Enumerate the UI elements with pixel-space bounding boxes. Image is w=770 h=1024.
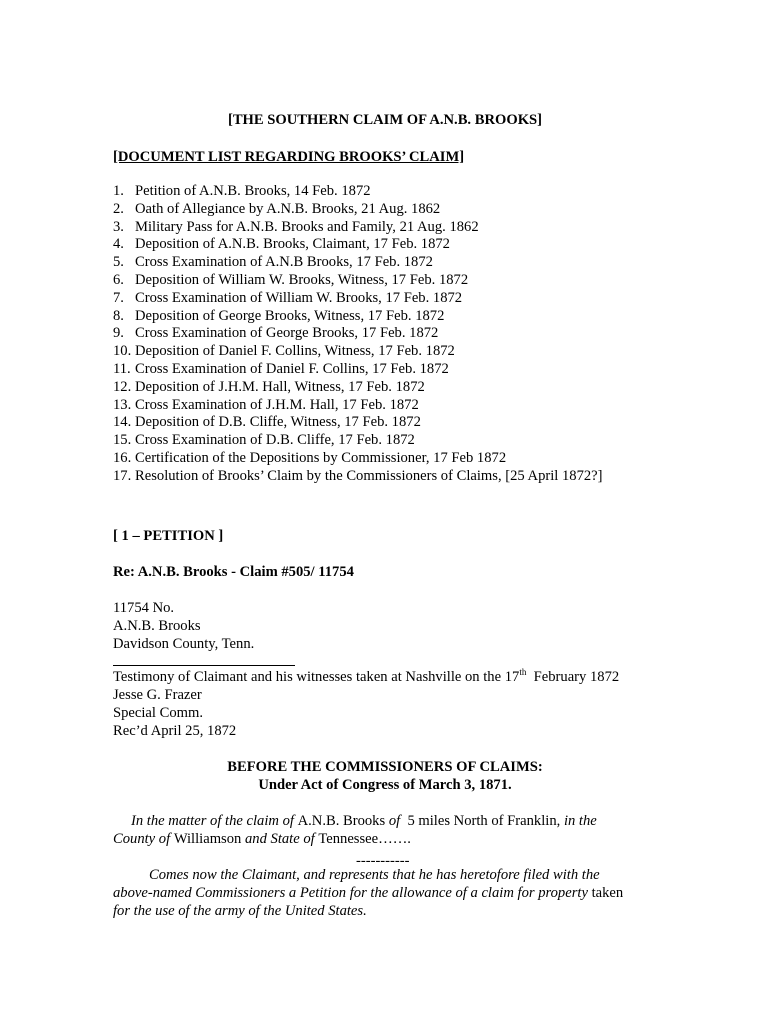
document-list-item: [113, 308, 603, 326]
document-list-text: Certification of the Depositions by Commissioner, 17 Feb 1872: [135, 449, 507, 466]
document-list-item: [113, 450, 603, 468]
document-list-number: 5.: [113, 254, 124, 271]
document-list-item: [113, 414, 603, 432]
document-list-item: [113, 219, 603, 237]
comes-now-petition: above-named Commissioners a Petition for the allowance of a claim for property: [113, 885, 592, 901]
testimony-line: [113, 668, 619, 686]
document-list-text: Cross Examination of Daniel F. Collins, 17 Feb. 1872: [135, 360, 449, 377]
document-list-number: 17.: [113, 467, 132, 484]
comes-now-taken: taken: [591, 885, 624, 901]
document-list-text: Cross Examination of A.N.B Brooks, 17 Feb. 1872: [135, 254, 433, 271]
document-list-number: 12.: [113, 378, 132, 395]
commissioner-title: Special Comm.: [113, 705, 203, 721]
document-list-number: 4.: [113, 236, 124, 253]
document-list: [113, 183, 603, 486]
document-title: [THE SOUTHERN CLAIM OF A.N.B. BROOKS]: [227, 112, 543, 128]
document-list-text: Military Pass for A.N.B. Brooks and Family, 21 Aug. 1862: [135, 218, 479, 235]
document-list-item: [113, 236, 603, 254]
document-list-number: 1.: [113, 183, 124, 199]
document-list-number: 7.: [113, 289, 124, 306]
document-list-text: Deposition of George Brooks, Witness, 17 Feb. 1872: [135, 307, 445, 324]
document-list-text: Cross Examination of J.H.M. Hall, 17 Feb. 1872: [135, 396, 419, 413]
matter-line-1: [131, 812, 597, 830]
document-list-item: [113, 183, 603, 201]
document-list-item: [113, 325, 603, 343]
document-list-number: 6.: [113, 271, 124, 288]
commissioners-heading: BEFORE THE COMMISSIONERS OF CLAIMS:: [227, 759, 543, 775]
matter-in-the: in the: [563, 813, 597, 829]
document-list-item: [113, 343, 603, 361]
document-list-item: [113, 290, 603, 308]
document-list-text: Cross Examination of George Brooks, 17 Feb. 1872: [135, 325, 439, 342]
matter-of: of: [388, 813, 404, 829]
document-list-text: Oath of Allegiance by A.N.B. Brooks, 21 Aug. 1862: [135, 200, 441, 217]
document-list-item: [113, 254, 603, 272]
document-list-heading: [DOCUMENT LIST REGARDING BROOKS’ CLAIM]: [113, 149, 465, 165]
document-list-text: Deposition of J.H.M. Hall, Witness, 17 Feb. 1872: [135, 378, 425, 395]
testimony-text: Testimony of Claimant and his witnesses taken at Nashville on the 17: [113, 669, 520, 685]
claim-reference: Re: A.N.B. Brooks - Claim #505/ 11754: [113, 564, 354, 580]
document-list-number: 15.: [113, 432, 132, 449]
document-list-text: Cross Examination of D.B. Cliffe, 17 Feb. 1872: [135, 432, 415, 449]
claimant-name: A.N.B. Brooks: [113, 618, 201, 634]
claim-number: 11754 No.: [113, 600, 175, 616]
matter-phrase: In the matter of the claim of: [131, 813, 298, 829]
matter-state-of: and State of: [244, 831, 319, 847]
document-list-number: 16.: [113, 449, 132, 466]
document-list-number: 3.: [113, 218, 124, 235]
document-list-text: Deposition of D.B. Cliffe, Witness, 17 Feb. 1872: [135, 414, 421, 431]
matter-line-2: [113, 830, 411, 848]
separator-dashes: -----------: [356, 853, 410, 869]
document-list-text: Petition of A.N.B. Brooks, 14 Feb. 1872: [135, 183, 371, 199]
divider-line: [113, 665, 295, 666]
document-list-item: [113, 201, 603, 219]
comes-now-line-2: [113, 884, 623, 902]
document-list-number: 14.: [113, 414, 132, 431]
matter-location: 5 miles North of Franklin,: [403, 813, 564, 829]
comes-now-line-1: Comes now the Claimant, and represents that he has heretofore filed with the: [149, 867, 600, 883]
document-list-number: 8.: [113, 307, 124, 324]
matter-county-of: County of: [113, 831, 174, 847]
comes-now-line-3: for the use of the army of the United States.: [113, 903, 367, 919]
document-list-number: 9.: [113, 325, 124, 342]
document-list-number: 2.: [113, 200, 124, 217]
matter-state: Tennessee…….: [318, 831, 411, 847]
document-list-item: [113, 361, 603, 379]
document-list-text: Deposition of Daniel F. Collins, Witness, 17 Feb. 1872: [135, 343, 455, 360]
claimant-county: Davidson County, Tenn.: [113, 636, 255, 652]
matter-county: Williamson: [173, 831, 245, 847]
document-list-text: Resolution of Brooks’ Claim by the Commissioners of Claims, [25 April 1872?]: [135, 467, 603, 484]
document-list-item: [113, 397, 603, 415]
act-heading: Under Act of Congress of March 3, 1871.: [258, 777, 512, 793]
testimony-date: February 1872: [526, 669, 620, 685]
document-list-text: Cross Examination of William W. Brooks, 17 Feb. 1872: [135, 289, 463, 306]
document-list-text: Deposition of William W. Brooks, Witness, 17 Feb. 1872: [135, 271, 469, 288]
document-list-item: [113, 468, 603, 486]
document-list-number: 11.: [113, 360, 131, 377]
document-list-item: [113, 432, 603, 450]
petition-heading: [ 1 – PETITION ]: [113, 528, 224, 544]
document-list-text: Deposition of A.N.B. Brooks, Claimant, 17 Feb. 1872: [135, 236, 450, 253]
document-list-number: 13.: [113, 396, 132, 413]
commissioner-name: Jesse G. Frazer: [113, 687, 202, 703]
matter-claimant: A.N.B. Brooks: [297, 813, 389, 829]
document-list-number: 10.: [113, 343, 132, 360]
document-list-item: [113, 272, 603, 290]
document-list-item: [113, 379, 603, 397]
received-date: Rec’d April 25, 1872: [113, 723, 237, 739]
testimony-superscript: th: [519, 667, 527, 678]
